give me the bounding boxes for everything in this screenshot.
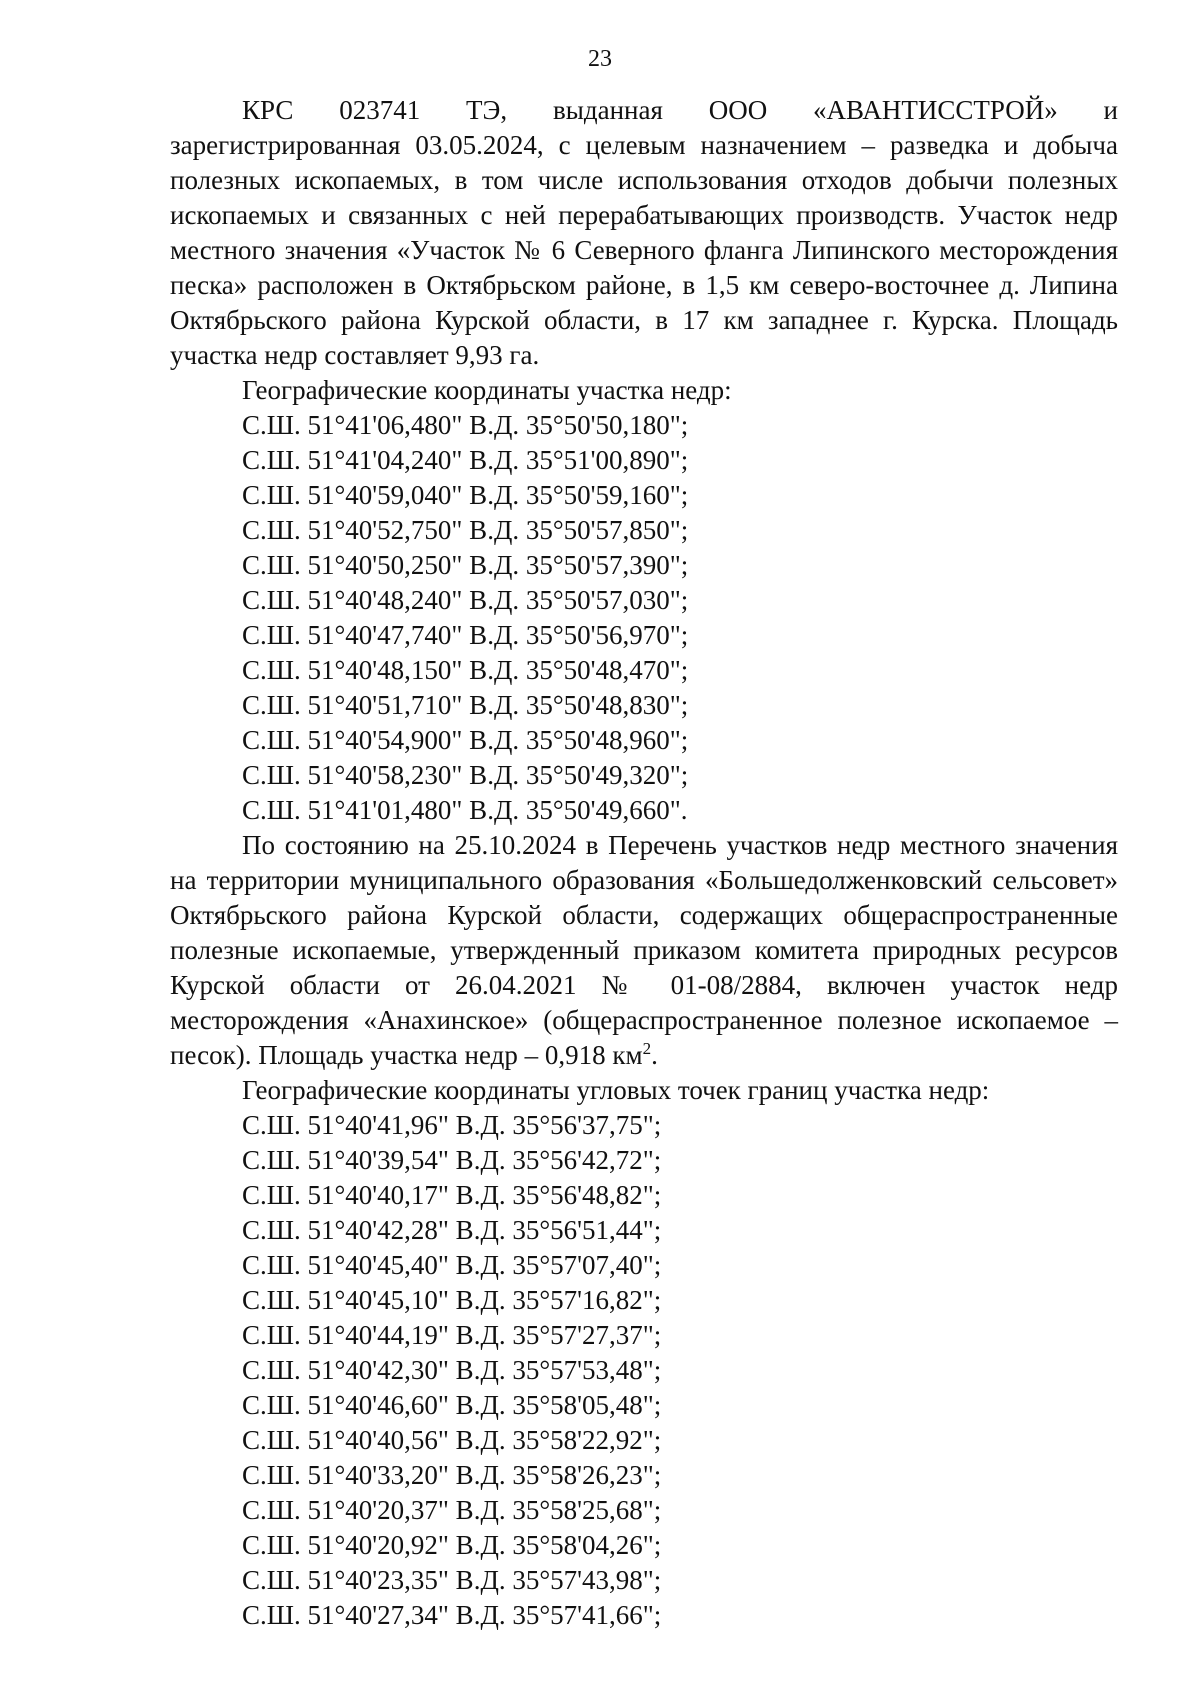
coordinate-item: С.Ш. 51°40'59,040" В.Д. 35°50'59,160"; [242,480,689,510]
coordinate-item: С.Ш. 51°40'20,92" В.Д. 35°58'04,26"; [242,1530,662,1560]
coordinate-item: С.Ш. 51°41'06,480" В.Д. 35°50'50,180"; [242,410,689,440]
license-paragraph: КРС 023741 ТЭ, выданная ООО «АВАНТИССТРОЙ» и зарегистрированная 03.05.2024, с целевым назначением – разведка и добыча полезных ископаемых, в том числе использования отходов добычи полезных ископаемых и связанных с ней перерабатывающих производств. Участок недр местного значения «Участок № 6 Северного фланга Липинского месторождения песка» расположен в Октябрьском районе, в 1,5 км северо-восточнее д. Липина Октябрьского района Курской области, в 17 км западнее г. Курска. Площадь участка недр составляет 9,93 га. [170,95,1118,370]
coordinate-item: С.Ш. 51°40'52,750" В.Д. 35°50'57,850"; [242,515,689,545]
coordinate-item: С.Ш. 51°40'50,250" В.Д. 35°50'57,390"; [242,550,689,580]
coordinate-item: С.Ш. 51°40'42,30" В.Д. 35°57'53,48"; [242,1355,662,1385]
coordinate-item: С.Ш. 51°40'42,28" В.Д. 35°56'51,44"; [242,1215,662,1245]
coordinate-item: С.Ш. 51°41'01,480" В.Д. 35°50'49,660". [242,795,688,825]
coordinate-item: С.Ш. 51°40'48,150" В.Д. 35°50'48,470"; [242,655,689,685]
page-number: 23 [588,46,612,72]
coordinate-item: С.Ш. 51°40'41,96" В.Д. 35°56'37,75"; [242,1110,662,1140]
coordinate-item: С.Ш. 51°40'40,17" В.Д. 35°56'48,82"; [242,1180,662,1210]
registry-paragraph-text: По состоянию на 25.10.2024 в Перечень участков недр местного значения на территории муниципального образования «Большедолженковский сельсовет» Октябрьского района Курской области, содержащих общераспространенные полезные ископаемые, утвержденный приказом комитета природных ресурсов Курской области от 26.04.2021 № 01-08/2884, включен участок недр месторождения «Анахинское» (общераспространенное полезное ископаемое – песок). Площадь участка недр – 0,918 км [170,830,1118,1070]
coordinate-item: С.Ш. 51°40'51,710" В.Д. 35°50'48,830"; [242,690,689,720]
registry-paragraph-end: . [651,1040,658,1070]
coordinate-item: С.Ш. 51°40'40,56" В.Д. 35°58'22,92"; [242,1425,662,1455]
document-body [170,93,1118,1633]
square-superscript: 2 [642,1039,652,1058]
coordinate-item: С.Ш. 51°40'46,60" В.Д. 35°58'05,48"; [242,1390,662,1420]
coordinate-item: С.Ш. 51°40'45,40" В.Д. 35°57'07,40"; [242,1250,662,1280]
coordinate-item: С.Ш. 51°40'23,35" В.Д. 35°57'43,98"; [242,1565,662,1595]
coordinate-item: С.Ш. 51°40'45,10" В.Д. 35°57'16,82"; [242,1285,662,1315]
registry-paragraph [170,828,1118,1073]
coords-heading-2: Географические координаты угловых точек границ участка недр: [242,1075,990,1105]
coordinate-item: С.Ш. 51°40'27,34" В.Д. 35°57'41,66"; [242,1600,662,1630]
coords-heading-1: Географические координаты участка недр: [242,375,732,405]
coordinate-list-2 [170,1108,1118,1633]
coordinate-item: С.Ш. 51°40'54,900" В.Д. 35°50'48,960"; [242,725,689,755]
coordinate-item: С.Ш. 51°40'20,37" В.Д. 35°58'25,68"; [242,1495,662,1525]
coordinate-item: С.Ш. 51°41'04,240" В.Д. 35°51'00,890"; [242,445,689,475]
coordinate-item: С.Ш. 51°40'33,20" В.Д. 35°58'26,23"; [242,1460,662,1490]
coordinate-list-1 [170,408,1118,828]
coordinate-item: С.Ш. 51°40'47,740" В.Д. 35°50'56,970"; [242,620,689,650]
coordinate-item: С.Ш. 51°40'39,54" В.Д. 35°56'42,72"; [242,1145,662,1175]
coordinate-item: С.Ш. 51°40'44,19" В.Д. 35°57'27,37"; [242,1320,662,1350]
coordinate-item: С.Ш. 51°40'48,240" В.Д. 35°50'57,030"; [242,585,689,615]
coordinate-item: С.Ш. 51°40'58,230" В.Д. 35°50'49,320"; [242,760,689,790]
